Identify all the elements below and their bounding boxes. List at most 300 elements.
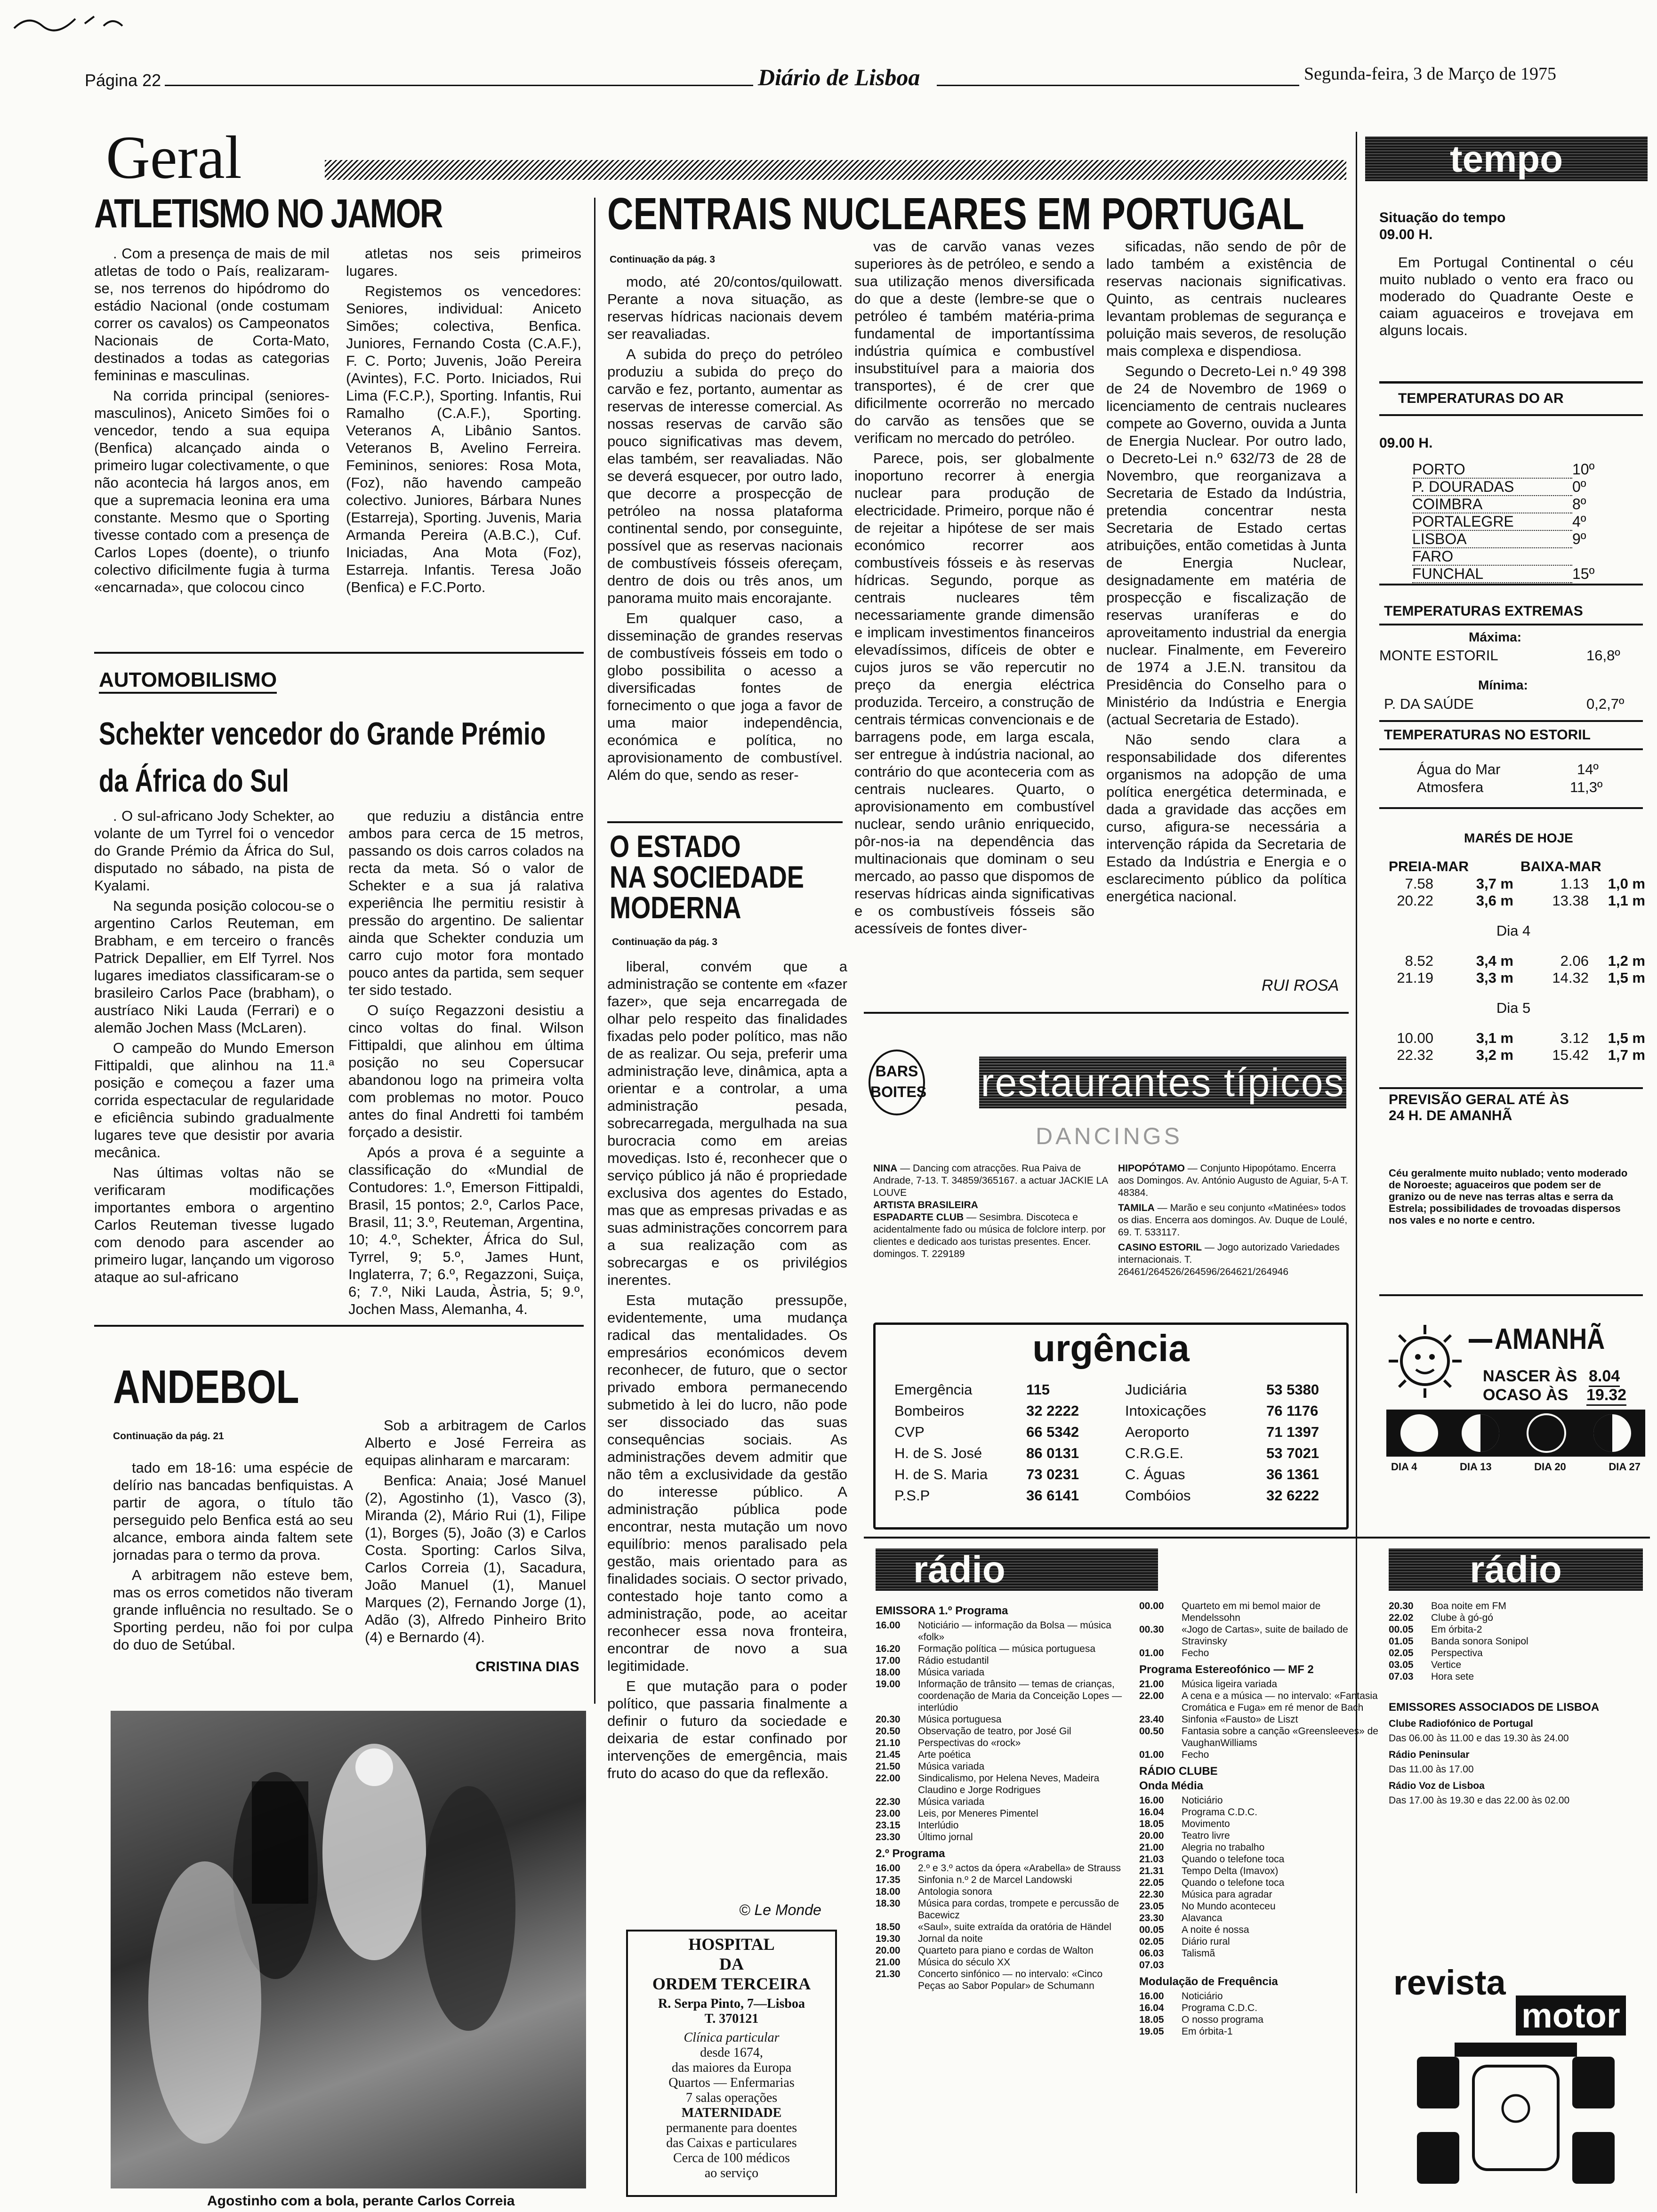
urgencia-row: P.S.P 36 6141 xyxy=(894,1487,1079,1504)
mares-table xyxy=(1382,875,1645,1064)
radio-list xyxy=(876,1619,1130,1843)
auto-headline-2: da África do Sul xyxy=(99,763,289,799)
radio-time: 22.05 xyxy=(1139,1877,1164,1888)
radio-time: 00.05 xyxy=(1389,1624,1414,1635)
atletismo-col1 xyxy=(94,245,330,649)
radio-time: 22.02 xyxy=(1389,1612,1414,1623)
radio-program: Fecho xyxy=(1182,1648,1209,1659)
radio-col2 xyxy=(1139,1600,1379,2037)
atletismo-col2 xyxy=(346,245,581,649)
centrais-col2 xyxy=(854,238,1094,1000)
mares-cell: 3,3 m xyxy=(1476,970,1513,986)
radio-program: Banda sonora Sonipol xyxy=(1431,1636,1528,1647)
radio-program: Informação de trânsito — temas de crianças, coordenação de Maria da Conceição Lopes — interlúdio xyxy=(918,1679,1122,1713)
radio-section-head: Modulação de Frequência xyxy=(1139,1975,1278,1988)
mares-cell: 3.12 xyxy=(1560,1030,1589,1046)
radio-program: Alavanca xyxy=(1182,1913,1223,1923)
estado-headline-2: NA SOCIEDADE xyxy=(610,859,804,894)
paragraph: Em Portugal Continental o céu muito nublado o vento era fraco ou moderado do Quadrante Oeste e caiam aguaceiros e trovejava em alguns locais. xyxy=(1379,254,1633,338)
centrais-col1 xyxy=(607,273,843,817)
radio-time: 16.04 xyxy=(1139,2003,1164,2013)
radio-time: 06.03 xyxy=(1139,1948,1164,1959)
radio-time: 23.15 xyxy=(876,1820,901,1831)
radio-program-row xyxy=(1139,1600,1379,1624)
radio-program: A noite é nossa xyxy=(1182,1924,1249,1935)
radio-program: Clube à gó-gó xyxy=(1431,1612,1493,1623)
radio-program-row xyxy=(876,1667,1130,1678)
radio-program-row xyxy=(1389,1624,1643,1635)
mares-cell: 1.13 xyxy=(1560,875,1589,892)
divider xyxy=(607,821,843,823)
centrais-col3 xyxy=(1106,238,1346,972)
radio-program-row xyxy=(1139,1865,1379,1877)
temp-row: COIMBRA 8º xyxy=(1412,496,1586,513)
mares-cell: 1,2 m xyxy=(1608,953,1645,969)
maxima-value: 16,8º xyxy=(1586,647,1620,664)
radio-program: Teatro livre xyxy=(1182,1830,1230,1841)
radio-program: Quando o telefone toca xyxy=(1182,1877,1285,1888)
radio-program: 2.º e 3.º actos da ópera «Arabella» de Strauss xyxy=(918,1863,1121,1874)
moon-new-icon xyxy=(1400,1414,1438,1452)
radio-program-row xyxy=(876,1714,1130,1725)
mares-cell: 3,4 m xyxy=(1476,953,1513,969)
radio-section-head: Onda Média xyxy=(1139,1779,1204,1792)
radio-program: Quarteto em mi bemol maior de Mendelssohn xyxy=(1182,1601,1321,1623)
radio-time: 20.00 xyxy=(876,1945,901,1956)
bars-right-list xyxy=(1118,1162,1349,1278)
divider xyxy=(1379,381,1643,384)
mares-cell: 14.32 xyxy=(1552,970,1589,986)
paragraph: modo, até 20/contos/quilowatt. Perante a nova situação, as reservas hídricas nacionais devem ser reavaliadas. xyxy=(607,273,843,342)
moon-label: DIA 27 xyxy=(1609,1461,1641,1473)
paragraph: Registemos os vencedores: Seniores, individual: Aniceto Simões; colectiva, Benfica. Juniores, Fernando Costa (C.A.F.), F. C. Porto; Juvenis, João Pereira (Avintes), F.C. Porto. Iniciados, Rui Lima (F.C.P.), Sporting. Infantis, Rui Ramalho (C.A.F.), Sporting. Veteranos A, Libânio Santos. Veteranos B, Avelino Ferreira. Femininos, seniores: Rosa Mota, (Foz), não havendo campeão colectivo. Juniores, Bárbara Nunes (Estarreja), Sporting. Juvenis, Maria Armanda Pereira (A.B.C.), Cuf. Iniciadas, Ana Mota (Foz), Estarreja. Infantis. Teresa João (Benfica) e F.C.Porto. xyxy=(346,283,581,595)
radio-program: Alegria no trabalho xyxy=(1182,1842,1265,1853)
radio-sub: Rádio Voz de Lisboa xyxy=(1389,1780,1485,1791)
mares-row xyxy=(1382,875,1645,892)
radio-section-head: RÁDIO CLUBE xyxy=(1139,1765,1218,1778)
urgencia-title: urgência xyxy=(1032,1327,1190,1369)
radio-time: 22.30 xyxy=(1139,1889,1164,1900)
paragraph: . O sul-africano Jody Schekter, ao volante de um Tyrrel foi o vencedor do Grande Prémio da África do Sul, disputado no sábado, na pista de Kyalami. xyxy=(94,808,334,894)
bars-entry: CASINO ESTORIL — Jogo autorizado Variedades internacionais. T. 26461/264526/264596/264621/264946 xyxy=(1118,1242,1340,1277)
revista-motor-ad xyxy=(1389,1963,1643,2193)
ocaso-label: OCASO ÀS xyxy=(1483,1386,1569,1404)
radio-program-row xyxy=(1139,1647,1379,1659)
radio-program-row xyxy=(1139,1749,1379,1761)
radio-program-row xyxy=(1139,1690,1379,1714)
radio-program: Noticiário — informação da Bolsa — música «folk» xyxy=(918,1620,1111,1643)
radio-program: Vertice xyxy=(1431,1659,1462,1670)
bars-entry: HIPOPÓTAMO — Conjunto Hipopótamo. Encerra aos Domingos. Av. António Augusto de Aguiar, 5-A T. 48384. xyxy=(1118,1163,1349,1198)
temp-row: P. DOURADAS 0º xyxy=(1412,478,1586,495)
atmos-value: 11,3º xyxy=(1570,779,1603,795)
paragraph: A arbitragem não esteve bem, mas os erros cometidos não tiveram grande influência no resultado. Se o Sporting perdeu, não foi por culpa do duo de Setúbal. xyxy=(113,1567,353,1653)
radio-time: 20.50 xyxy=(876,1726,901,1737)
mares-cell: 3,6 m xyxy=(1476,892,1513,909)
urgencia-row: Judiciária 53 5380 xyxy=(1125,1381,1319,1398)
ad-line: Clínica particular xyxy=(684,2030,780,2045)
radio-time: 22.00 xyxy=(876,1773,901,1784)
ad-line: das Caixas e particulares xyxy=(666,2136,797,2150)
radio-program: Boa noite em FM xyxy=(1431,1601,1506,1611)
urgencia-row: Intoxicações 76 1176 xyxy=(1125,1403,1319,1419)
radio-banner-left xyxy=(876,1548,1158,1591)
tempo-text xyxy=(1379,254,1633,372)
agua-value: 14º xyxy=(1577,761,1599,777)
radio-program-row xyxy=(876,1945,1130,1956)
radio-program-row xyxy=(1139,1624,1379,1647)
bars-left-list xyxy=(873,1162,1109,1260)
radio-list xyxy=(1389,1600,1643,1683)
section-hatch-bar xyxy=(325,160,1346,180)
radio-list xyxy=(1139,1990,1379,2037)
radio-program: Interlúdio xyxy=(918,1820,959,1831)
atmos-label: Atmosfera xyxy=(1417,779,1484,795)
previsao-head: PREVISÃO GERAL ATÉ ÀS 24 H. DE AMANHÃ xyxy=(1389,1092,1569,1123)
paragraph: Não sendo clara a responsabilidade dos diferentes organismos na adopção de uma política energética determinada, e dada a gravidade das acções em curso, afigura-se necessária a intervenção rápida da Secretaria de Estado da Indústria e Energia e o esclarecimento público da política energética nacional. xyxy=(1106,731,1346,905)
urgencia-right xyxy=(1125,1379,1332,1506)
divider xyxy=(94,1325,584,1327)
radio-program-row xyxy=(876,1761,1130,1772)
radio-list xyxy=(876,1862,1130,1992)
radio-program: Música variada xyxy=(918,1761,985,1772)
radio-program-row xyxy=(876,1874,1130,1886)
radio-sub: Rádio Peninsular xyxy=(1389,1749,1470,1760)
paragraph: liberal, convém que a administração se contente em «fazer fazer», que seja encarregada de olhar pelo respeito das finalidades fixadas pelo poder político, mas não de as realizar. Ou seja, preferir uma administração leve, dinâmica, apta a orientar e a controlar, a uma administração pesada, sobrecarregada, mergulhada na sua burocracia como em areias movediças. Isto é, reconhecer que o serviço público já não é propriedade exclusiva dos agentes do Estado, mas que as empresas privadas e as suas administrações concorrem para a sua realização com as sobrecargas e os privilégios inerentes. xyxy=(607,958,847,1288)
radio-time: 07.03 xyxy=(1389,1671,1414,1682)
radio-program: Sindicalismo, por Helena Neves, Madeira Claudino e Jorge Rodrigues xyxy=(918,1773,1100,1795)
radio-program-row xyxy=(1139,2002,1379,2014)
radio-program: Diário rural xyxy=(1182,1936,1230,1947)
radio-program-row xyxy=(1389,1647,1643,1659)
andebol-byline: CRISTINA DIAS xyxy=(475,1659,579,1675)
estoril-head: TEMPERATURAS NO ESTORIL xyxy=(1384,727,1591,743)
radio-program: Perspectivas do «rock» xyxy=(918,1738,1021,1748)
radio-program-row xyxy=(1139,1924,1379,1936)
radio-time: 21.00 xyxy=(1139,1842,1164,1853)
radio-program: Noticiário xyxy=(1182,1991,1223,2002)
paragraph: . Com a presença de mais de mil atletas de todo o País, realizaram-se, nos terrenos do hipódromo do estádio Nacional (onde costumam correr os cavalos) os Campeonatos Nacionais de Corta-Mato, destinados a todas as categorias femininas e masculinas. xyxy=(94,245,330,384)
radio-time: 16.04 xyxy=(1139,1807,1164,1818)
radio-program-row xyxy=(1139,1936,1379,1948)
radio-program-row xyxy=(1139,1900,1379,1912)
mares-row xyxy=(1382,953,1645,970)
radio-time: 16.00 xyxy=(876,1863,901,1874)
andebol-col1 xyxy=(113,1459,353,1680)
divider xyxy=(94,652,584,654)
radio-program: Perspectiva xyxy=(1431,1648,1483,1659)
paragraph: atletas nos seis primeiros lugares. xyxy=(346,245,581,279)
radio-program-row xyxy=(876,1968,1130,1992)
radio-section-head: EMISSORES ASSOCIADOS DE LISBOA xyxy=(1389,1701,1600,1714)
radio-program-row xyxy=(876,1933,1130,1945)
minima-place: P. DA SAÚDE xyxy=(1384,696,1474,712)
radio-time: 21.30 xyxy=(876,1969,901,1980)
top-scribble xyxy=(9,9,151,38)
radio-program: Música do século XX xyxy=(918,1957,1011,1968)
urgencia-row: Bombeiros 32 2222 xyxy=(894,1403,1079,1419)
tempo-title: tempo xyxy=(1450,138,1563,180)
radio-time: 00.05 xyxy=(1139,1924,1164,1935)
ad-line: das maiores da Europa xyxy=(671,2060,792,2075)
radio-program-row xyxy=(1139,1959,1379,1971)
mares-row xyxy=(1382,1047,1645,1064)
auto-col2 xyxy=(348,807,584,1320)
badge-text: BARS xyxy=(875,1063,918,1080)
radio-section-head: Programa Estereofónico — MF 2 xyxy=(1139,1663,1314,1676)
maxima-label: Máxima: xyxy=(1469,630,1522,644)
urgencia-row: Combóios 32 6222 xyxy=(1125,1487,1319,1504)
radio-time: 22.30 xyxy=(876,1796,901,1807)
radio-program-row xyxy=(1139,2026,1379,2037)
radio-program: Quarteto para piano e cordas de Walton xyxy=(918,1945,1094,1956)
radio-program: Sinfonia «Fausto» de Liszt xyxy=(1182,1714,1298,1725)
radio-program-row xyxy=(876,1831,1130,1843)
mares-cell: 21.19 xyxy=(1397,970,1433,986)
minima-value: 0,2,7º xyxy=(1586,696,1625,712)
paragraph: O suíço Regazzoni desistiu a cinco voltas do final. Wilson Fittipaldi, que alinhou em última posição no seu Copersucar abandonou logo na primeira volta com problemas no motor. Pouco antes do final Andretti foi também forçado a desistir. xyxy=(348,1002,584,1140)
paragraph: Em qualquer caso, a disseminação de grandes reservas de combustíveis fósseis em todo o globo possibilita o acesso a diversificadas fontes de fornecimento o que joga a favor de uma maior independência, económica e política, no aprovisionamento de combustível. Além do que, sendo as reser- xyxy=(607,610,843,783)
centrais-headline: CENTRAIS NUCLEARES EM PORTUGAL xyxy=(607,189,1304,239)
mares-head: MARÉS DE HOJE xyxy=(1464,831,1573,845)
urgencia-row: CVP 66 5342 xyxy=(894,1424,1079,1440)
radio-time: 20.00 xyxy=(1139,1830,1164,1841)
previsao-text: Céu geralmente muito nublado; vento moderado de Noroeste; aguaceiros que podem ser de granizo ou de neve nas terras altas e serra da Estrela; possibilidades de trovoadas dispersos nos vales e no norte e centro. xyxy=(1389,1167,1628,1226)
bars-title: restaurantes típicos xyxy=(981,1060,1345,1105)
radio-program: Programa C.D.C. xyxy=(1182,1807,1258,1818)
radio-time: 00.00 xyxy=(1139,1601,1164,1611)
ad-line: DA xyxy=(719,1955,744,1973)
radio-program: Hora sete xyxy=(1431,1671,1474,1682)
urgencia-row: C. Águas 36 1361 xyxy=(1125,1466,1319,1483)
radio-program: Leis, por Meneres Pimentel xyxy=(918,1808,1038,1819)
andebol-photo xyxy=(111,1711,586,2188)
paragraph: Sob a arbitragem de Carlos Alberto e José Ferreira as equipas alinharam e marcaram: xyxy=(365,1417,586,1468)
radio-time: 16.00 xyxy=(1139,1795,1164,1806)
radio-program-row xyxy=(1139,1853,1379,1865)
photo-figures xyxy=(111,1711,586,2188)
radio-title: rádio xyxy=(913,1548,1005,1590)
radio-time: 18.30 xyxy=(876,1898,901,1909)
radio-time: 16.00 xyxy=(876,1620,901,1631)
paragraph: Parece, pois, ser globalmente inoportuno recorrer à energia nuclear para produção de electricidade. Primeiro, porque não é de rejeitar a hipótese de ser mais económico recorrer aos combustíveis fósseis e às reservas hídricas. Segundo, porque as centrais nucleares têm necessariamente grande dimensão e implicam investimentos financeiros elevadíssimos, difíceis de obter e cujos juros se vão repercutir no preço da energia eléctrica produzida. Terceiro, a construção de centrais térmicas convencionais e de barragens pode, em larga escala, ser entregue à indústria nacional, ao contrário do que aconteceria com as centrais nucleares. Quarto, o aprovisionamento em combustível nuclear, sendo urânio enriquecido, pôr-nos-ia na dependência das multinacionais que dominam o seu mercado, ao passo que dispomos de reservas hídricas ainda significativas e os combustíveis fósseis são acessíveis de fontes diver- xyxy=(854,450,1094,937)
urgencia-row: Emergência 115 xyxy=(894,1381,1050,1398)
radio-program: «Saul», suite extraída da oratória de Händel xyxy=(918,1922,1111,1932)
ad-line: ORDEM TERCEIRA xyxy=(652,1974,811,1993)
divider xyxy=(1379,584,1643,585)
radio-program-row xyxy=(876,1808,1130,1819)
radio-time: 23.05 xyxy=(1139,1901,1164,1912)
radio-program-row xyxy=(876,1737,1130,1749)
radio-program-row xyxy=(1139,1990,1379,2002)
radio-program-row xyxy=(876,1619,1130,1643)
radio-program: O nosso programa xyxy=(1182,2014,1263,2025)
radio-program: Música portuguesa xyxy=(918,1714,1002,1725)
bars-subtitle: DANCINGS xyxy=(1036,1123,1182,1149)
radio-program-row xyxy=(1139,1818,1379,1830)
ad-line: permanente para doentes xyxy=(666,2121,797,2135)
radio-program-row xyxy=(876,1862,1130,1874)
radio-time: 23.40 xyxy=(1139,1714,1164,1725)
radio-program: Movimento xyxy=(1182,1819,1230,1829)
paragraph: sificadas, não sendo de pôr de lado também a existência de reservas nacionais significativas. Quinto, as centrais nucleares levantam problemas de segurança e poluição mais severos, de resolução mais complexa e dispendiosa. xyxy=(1106,238,1346,359)
auto-headline-1: Schekter vencedor do Grande Prémio xyxy=(99,716,546,752)
bars-entry: NINA — Dancing com atracções. Rua Paiva de Andrade, 7-13. T. 34859/365167. a actuar JACKIE LA LOUVE xyxy=(873,1163,1108,1198)
urgencia-row: C.R.G.E. 53 7021 xyxy=(1125,1445,1319,1461)
radio-title: rádio xyxy=(1470,1548,1562,1590)
radio-program-row xyxy=(876,1886,1130,1898)
radio-time: 03.05 xyxy=(1389,1659,1414,1670)
paragraph: E que mutação para o poder político, que passaria finalmente a definir o futuro da sociedade e deixaria de estar confinado por intervenções de emergência, mais fruto do acaso do que da reflexão. xyxy=(607,1678,847,1781)
radio-program: Antologia sonora xyxy=(918,1886,992,1897)
radio-program-row xyxy=(1139,1842,1379,1853)
radio-program-row xyxy=(876,1678,1130,1714)
paragraph: Na corrida principal (seniores-masculinos), Aniceto Simões foi o vencedor, tendo a sua equipa (Benfica) alcançado ainda o primeiro lugar colectivamente, o que não acontecia há largos anos, em que a supremacia leonina era uma constante. Mesmo que o Sporting tivesse contado com a presença de Carlos Lopes (doente), o triunfo colectivo dificilmente fugia à turma «encarnada», que colocou cinco xyxy=(94,387,330,595)
tempo-banner xyxy=(1365,136,1648,181)
ocaso-value: 19.32 xyxy=(1586,1386,1626,1406)
amanha-title: AMANHÃ xyxy=(1495,1323,1605,1355)
moon-label: DIA 13 xyxy=(1459,1461,1492,1473)
radio-program: Música variada xyxy=(918,1667,985,1678)
radio-program-row xyxy=(876,1772,1130,1796)
moon-label: DIA 20 xyxy=(1534,1461,1566,1473)
radio-program: Música ligeira variada xyxy=(1182,1679,1278,1690)
mares-cell: 1,5 m xyxy=(1608,970,1645,986)
bars-entry: ARTISTA BRASILEIRA xyxy=(873,1200,978,1210)
radio-program: Rádio estudantil xyxy=(918,1655,989,1666)
radio-time: 17.35 xyxy=(876,1875,901,1885)
estado-col xyxy=(607,958,847,1901)
radio-program-row xyxy=(876,1749,1130,1761)
ad-line: MATERNIDADE xyxy=(681,2106,782,2120)
moon-phases xyxy=(1386,1410,1645,1471)
paragraph: Nas últimas voltas não se verificaram modificações importantes embora o argentino Carlos Reuteman tivesse lugado com denodo para ascender ao primeiro lugar, lançando um vigoroso ataque ao sul-africano xyxy=(94,1164,334,1285)
radio-time: 20.30 xyxy=(1389,1601,1414,1611)
radio-time: 01.00 xyxy=(1139,1648,1164,1659)
ad-line: R. Serpa Pinto, 7—Lisboa xyxy=(658,1996,805,2011)
radio-program-row xyxy=(1389,1612,1643,1624)
bars-banner xyxy=(979,1057,1346,1108)
divider xyxy=(1379,1294,1643,1296)
radio-program-row xyxy=(1139,1889,1379,1900)
radio-section-head: 2.º Programa xyxy=(876,1847,945,1860)
minima-label: Mínima: xyxy=(1478,678,1528,692)
radio-program: Programa C.D.C. xyxy=(1182,2003,1258,2013)
mares-cell: 3,1 m xyxy=(1476,1030,1513,1046)
radio-program: Em órbita-2 xyxy=(1431,1624,1482,1635)
radio-time: 16.20 xyxy=(876,1643,901,1654)
divider xyxy=(1379,1087,1643,1089)
ad-line: 7 salas operações xyxy=(685,2091,778,2105)
radio-program: Música para cordas, trompete e percussão de Bacewicz xyxy=(918,1898,1119,1921)
radio-time: 18.05 xyxy=(1139,2014,1164,2025)
radio-time: 21.00 xyxy=(1139,1679,1164,1690)
radio-program: Formação política — música portuguesa xyxy=(918,1643,1096,1654)
radio-banner-right xyxy=(1389,1548,1643,1591)
divider xyxy=(1469,1339,1492,1343)
radio-program-row xyxy=(1139,1725,1379,1749)
paragraph: Esta mutação pressupõe, evidentemente, uma mudança radical das mentalidades. Os empresários económicos devem reconhecer, de futuro, que o sector privado embora permanecendo submetido à lei do lucro, não pode ser dissociado das suas consequências sociais. As administrações devem admitir que não têm a exclusividade da gestão do interesse público. A administração pública pode encontrar, nesta mutação um novo equilíbrio: menos paralisado pela gestão, mais orientado para as finalidades sociais. O sector privado, contestado hoje tanto como a administração, pode, ao aceitar reconhecer essa nova fronteira, encontrar de novo a sua legitimidade. xyxy=(607,1292,847,1674)
radio-program: Último jornal xyxy=(918,1832,973,1843)
mares-cell: 1,0 m xyxy=(1608,875,1645,892)
mares-row xyxy=(1382,1030,1645,1047)
ad-title: motor xyxy=(1516,1996,1626,2036)
radio-time: 18.05 xyxy=(1139,1819,1164,1829)
mares-row xyxy=(1382,970,1645,986)
radio-program-row xyxy=(1389,1659,1643,1671)
photo-caption: Agostinho com a bola, perante Carlos Correia xyxy=(207,2193,515,2209)
radio-program: A cena e a música — no intervalo: «Fantasia Cromática e Fuga» em ré menor de Bach xyxy=(1182,1691,1378,1713)
radio-section-head: EMISSORA 1.º Programa xyxy=(876,1604,1008,1617)
radio-program: Música variada xyxy=(918,1796,985,1807)
radio-program-row xyxy=(876,1796,1130,1808)
paragraph: O campeão do Mundo Emerson Fittipaldi, que alinhou na 11.ª posição e começou a fazer uma corrida espectacular de regularidade e eficiência subindo gradualmente lugares teve que desistir por avaria mecânica. xyxy=(94,1040,334,1161)
divider xyxy=(1379,807,1643,809)
radio-program: No Mundo aconteceu xyxy=(1182,1901,1276,1912)
radio-time: 22.00 xyxy=(1139,1691,1164,1701)
radio-program: Quando o telefone toca xyxy=(1182,1854,1285,1865)
radio-program-row xyxy=(1139,1714,1379,1725)
ad-line: ao serviço xyxy=(704,2166,759,2180)
mares-cell: 1,1 m xyxy=(1608,892,1645,909)
radio-program-row xyxy=(876,1956,1130,1968)
mares-cell: 15.42 xyxy=(1552,1047,1589,1063)
andebol-headline: ANDEBOL xyxy=(113,1361,299,1413)
nascer-label: NASCER ÀS xyxy=(1483,1367,1577,1385)
radio-sub-text: Das 17.00 às 19.30 e das 22.00 às 02.00 xyxy=(1389,1795,1570,1806)
ad-line: T. 370121 xyxy=(704,2012,759,2026)
radio-time: 19.00 xyxy=(876,1679,901,1690)
andebol-col2 xyxy=(365,1417,586,1661)
radio-program-row xyxy=(1389,1671,1643,1683)
temp-row: LISBOA 9º xyxy=(1412,530,1586,547)
column-rule xyxy=(594,198,595,1704)
urgencia-left xyxy=(894,1379,1102,1506)
radio-time: 01.05 xyxy=(1389,1636,1414,1647)
radio-list xyxy=(1139,1678,1379,1761)
maxima-place: MONTE ESTORIL xyxy=(1379,647,1498,664)
radio-program-row xyxy=(876,1819,1130,1831)
radio-col1 xyxy=(876,1600,1130,1992)
radio-time: 17.00 xyxy=(876,1655,901,1666)
tempo-situacao: Situação do tempo 09.00 H. xyxy=(1379,210,1506,242)
masthead-rule-right xyxy=(937,85,1299,86)
estado-headline-1: O ESTADO xyxy=(610,829,741,864)
temp-cities xyxy=(1412,461,1610,583)
paragraph: tado em 18-16: uma espécie de delírio nas bancadas benfiquistas. A partir de agora, o título tão perseguido pelo Benfica está ao seu alcance, embora ainda faltem sete jornadas para o termo da prova. xyxy=(113,1459,353,1563)
radio-time: 18.00 xyxy=(876,1886,901,1897)
mares-cell: 3,2 m xyxy=(1476,1047,1513,1063)
moon-full-icon xyxy=(1528,1414,1565,1452)
mares-cell: 3,7 m xyxy=(1476,875,1513,892)
radio-program: Observação de teatro, por José Gil xyxy=(918,1726,1071,1737)
badge-text: BOITES xyxy=(870,1083,927,1100)
mares-day: Dia 4 xyxy=(1496,922,1531,939)
radio-sub: Clube Radiofónico de Portugal xyxy=(1389,1718,1533,1729)
radio-program-row xyxy=(1389,1635,1643,1647)
centrais-byline: RUI ROSA xyxy=(1262,977,1339,994)
ad-title: revista xyxy=(1393,1963,1506,2002)
radio-program-row xyxy=(1139,1830,1379,1842)
baixa-label: BAIXA-MAR xyxy=(1520,859,1601,874)
bars-entry: TAMILA — Marão e seu conjunto «Matinées» todos os dias. Encerra aos domingos. Av. Duque de Loulé, 69. T. 533117. xyxy=(1118,1202,1348,1238)
radio-time: 21.03 xyxy=(1139,1854,1164,1865)
mares-cell: 20.22 xyxy=(1397,892,1433,909)
radio-program-row xyxy=(1139,1678,1379,1690)
radio-time: 07.03 xyxy=(1139,1960,1164,1971)
masthead-rule-left xyxy=(165,85,753,86)
page-number: Página 22 xyxy=(85,71,161,90)
